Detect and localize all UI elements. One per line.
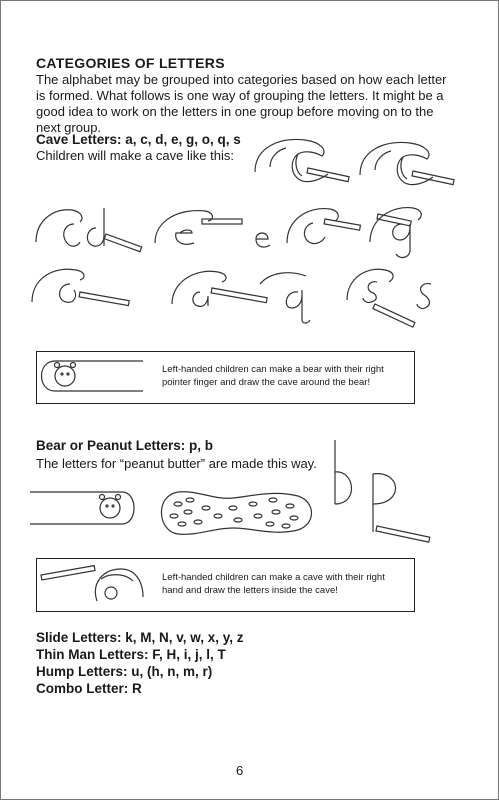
letter-o-illustration — [30, 262, 140, 322]
peanut-illustration — [158, 488, 318, 538]
cave-note-text: Left-handed children can make a bear with their right pointer finger and draw the cave around the bear! — [162, 364, 384, 388]
hump-letters: Hump Letters: u, (h, n, m, r) — [36, 664, 213, 679]
letter-e-illustration — [150, 205, 280, 255]
section-heading: CATEGORIES OF LETTERS — [36, 55, 225, 71]
bear-finger-illustration — [30, 488, 145, 533]
bear-letters-title: Bear or Peanut Letters: p, b — [36, 438, 214, 453]
letter-c-d-illustration — [34, 200, 144, 260]
bear-letters-subtitle: The letters for “peanut butter” are made this way. — [36, 456, 317, 471]
thin-man-letters: Thin Man Letters: F, H, i, j, l, T — [36, 647, 226, 662]
left-handed-tip-box — [36, 351, 415, 404]
bear-finger-icon — [33, 355, 153, 399]
bear-note-text: Left-handed children can make a cave with their right hand and draw the letters inside the cave! — [162, 572, 385, 596]
hand-cave-illustration — [355, 135, 455, 195]
letter-a-q-illustration — [160, 262, 330, 327]
cave-letters-subtitle: Children will make a cave like this: — [36, 148, 234, 163]
hand-cave-illustration — [250, 132, 350, 192]
category-list — [36, 629, 244, 697]
cave-letters-title: Cave Letters: a, c, d, e, g, o, q, s — [36, 132, 241, 147]
left-handed-tip-box — [36, 558, 415, 612]
hand-cave-icon — [39, 561, 159, 611]
slide-letters: Slide Letters: k, M, N, v, w, x, y, z — [36, 630, 244, 645]
letter-s-illustration — [345, 262, 445, 332]
letters-b-p-illustration — [325, 440, 435, 540]
letter-g-illustration — [368, 200, 448, 265]
intro-paragraph: The alphabet may be grouped into categories based on how each letter is formed. What follows is one way of grouping the letters. It might be a good idea to work on the letters in one group before moving on to the next group. — [36, 72, 447, 135]
combo-letter: Combo Letter: R — [36, 681, 142, 696]
page-number: 6 — [236, 763, 244, 778]
letter-c-illustration — [285, 203, 370, 258]
